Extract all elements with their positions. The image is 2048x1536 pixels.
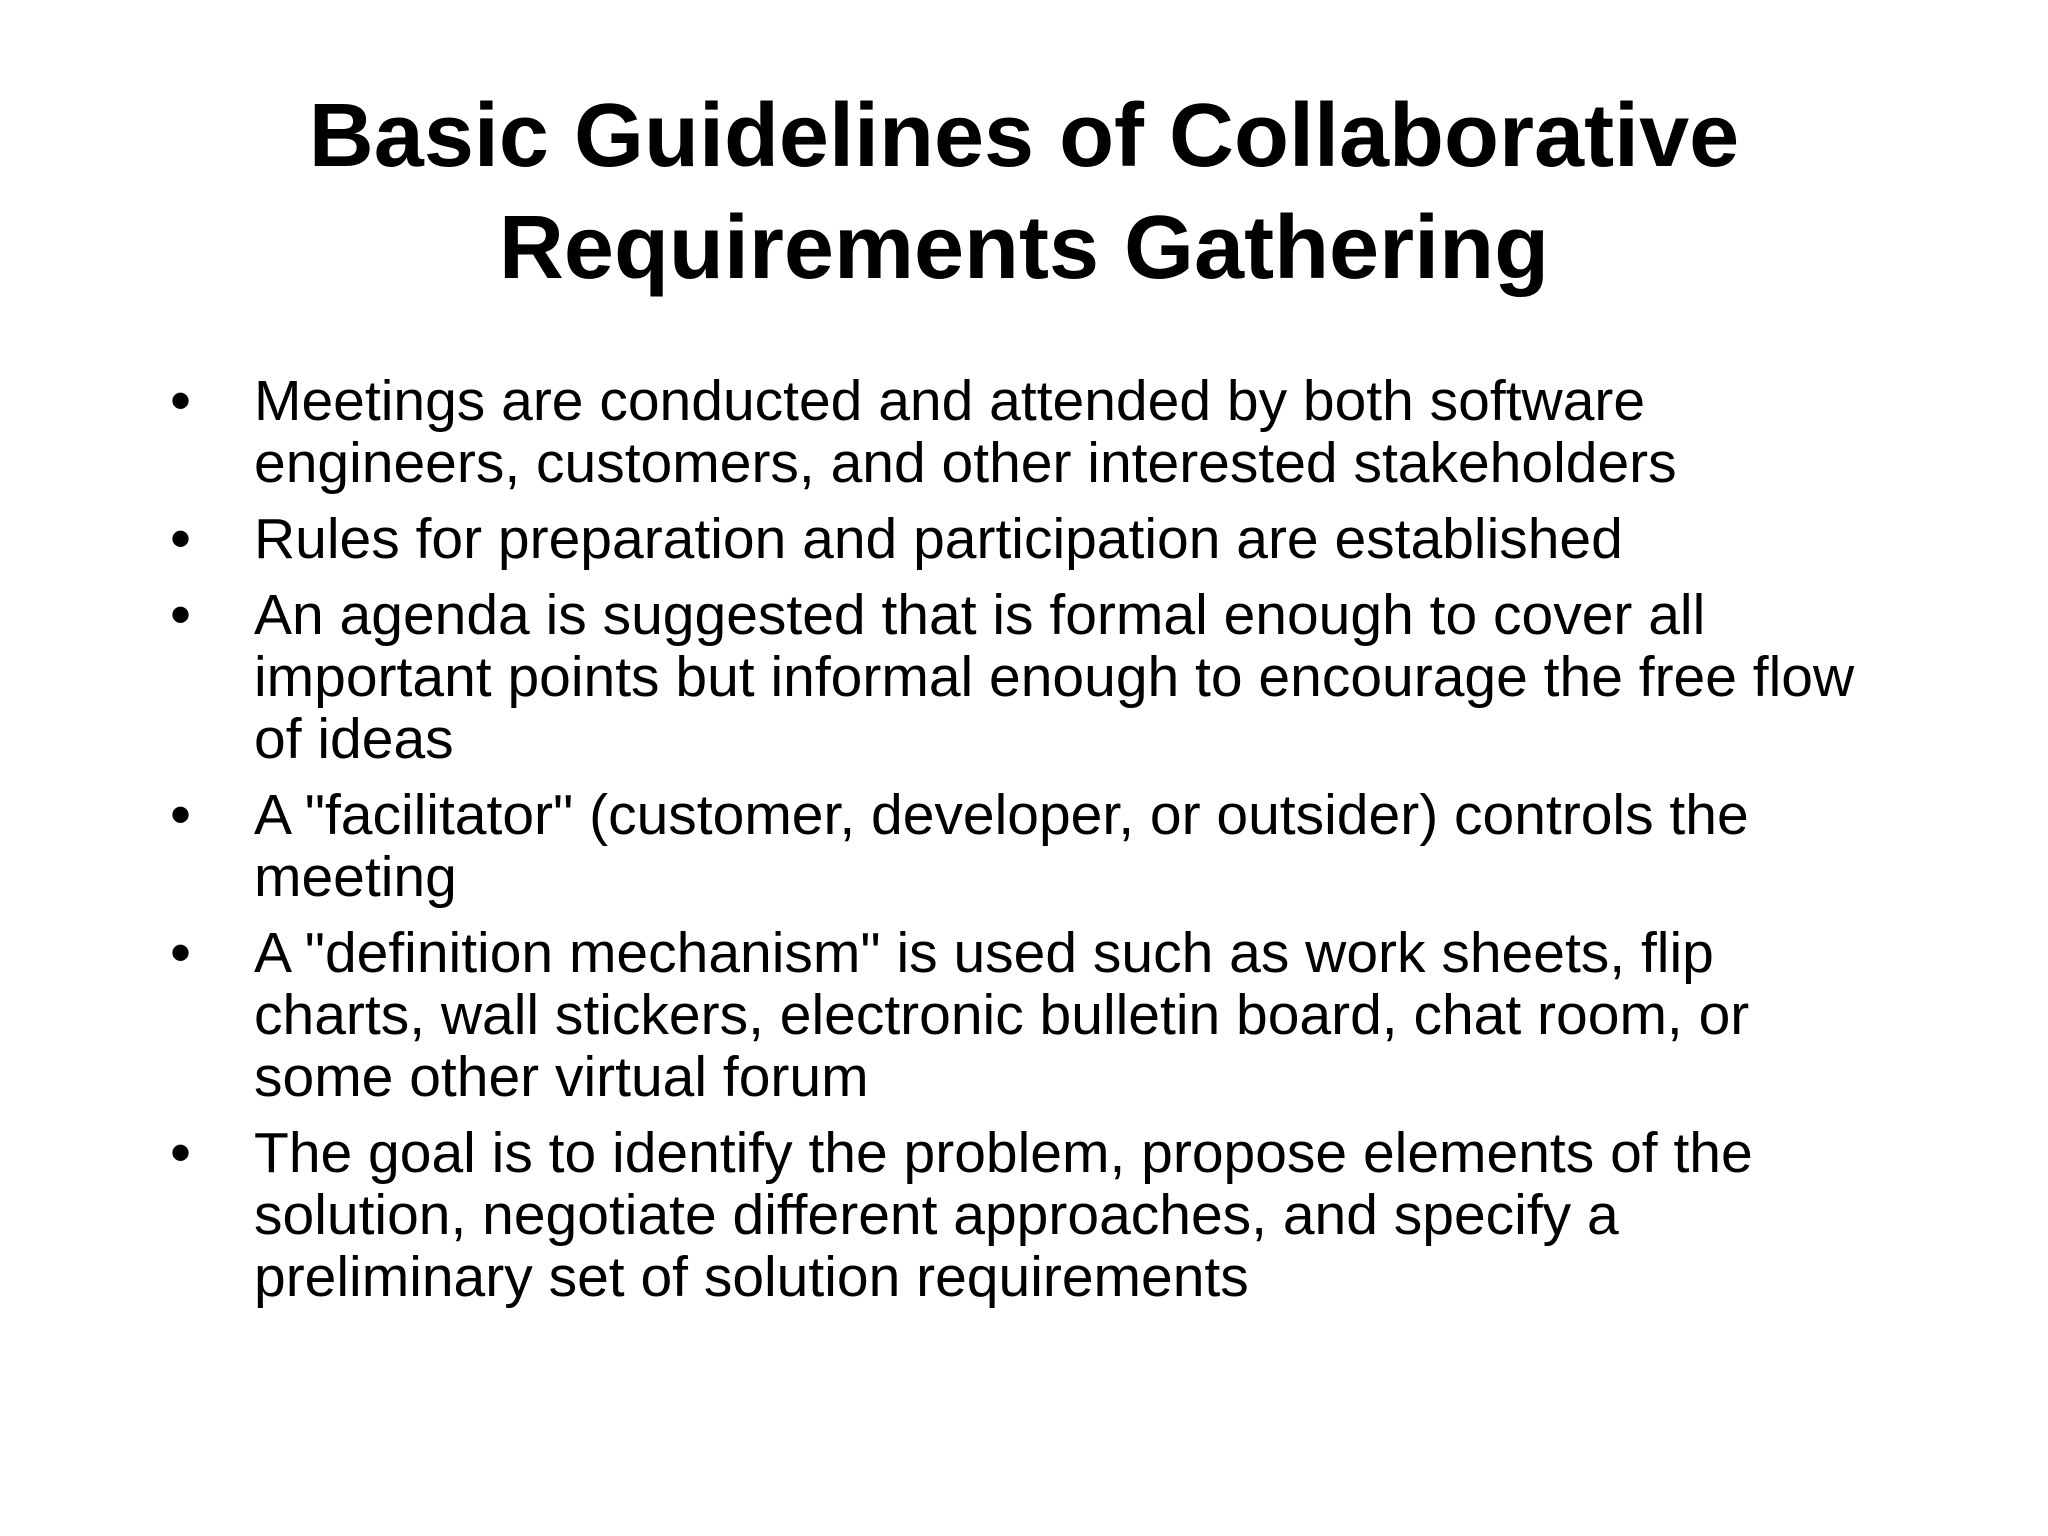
slide-title-line-1: Basic Guidelines of Collaborative (308, 86, 1740, 186)
bullet-item-meetings (170, 367, 1890, 495)
bullet-item-agenda (170, 581, 1890, 771)
bullet-item-goal (170, 1119, 1890, 1309)
bullet-item-definition-mechanism (170, 919, 1890, 1109)
bullet-text: Meetings are conducted and attended by both software engineers, customers, and other interested stakeholders (254, 369, 1677, 495)
bullet-text: A "facilitator" (customer, developer, or outsider) controls the meeting (254, 783, 1749, 909)
bullet-list (170, 367, 1890, 1322)
bullet-icon: • (170, 581, 192, 648)
bullet-item-facilitator (170, 781, 1890, 909)
bullet-text: Rules for preparation and participation are established (254, 507, 1623, 571)
bullet-icon: • (170, 919, 192, 986)
bullet-icon: • (170, 781, 192, 848)
bullet-icon: • (170, 1119, 192, 1186)
bullet-text: An agenda is suggested that is formal enough to cover all important points but informal enough to encourage the free flow of ideas (254, 583, 1855, 771)
bullet-icon: • (170, 367, 192, 434)
slide-title-line-2: Requirements Gathering (498, 198, 1550, 298)
slide-title (0, 80, 2048, 304)
bullet-text: A "definition mechanism" is used such as work sheets, flip charts, wall stickers, electronic bulletin board, chat room, or some other virtual forum (254, 921, 1750, 1109)
bullet-text: The goal is to identify the problem, propose elements of the solution, negotiate different approaches, and specify a preliminary set of solution requirements (254, 1121, 1753, 1309)
bullet-item-rules (170, 505, 1890, 572)
bullet-icon: • (170, 505, 192, 572)
